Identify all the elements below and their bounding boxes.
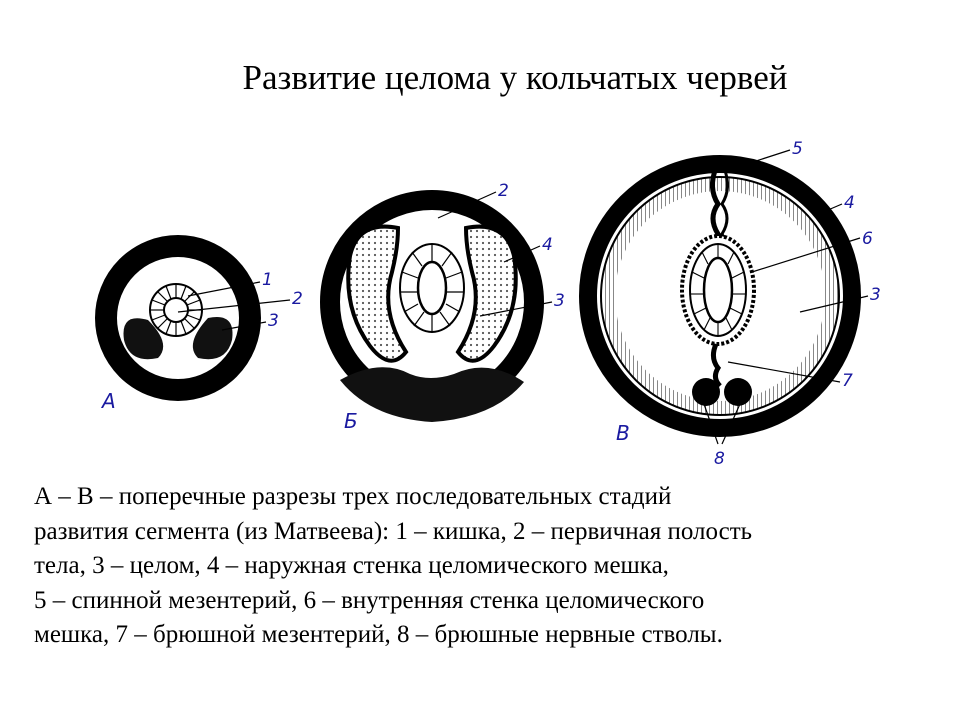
label-a-2: 2	[292, 289, 303, 309]
stage-b-section	[330, 181, 565, 433]
label-v-7: 7	[842, 371, 853, 391]
figure-caption	[34, 480, 954, 653]
stage-a-section	[100, 246, 303, 413]
label-b-4: 4	[542, 235, 553, 255]
page-title: Развитие целома у кольчатых червей	[242, 58, 788, 97]
stage-letter-b: Б	[344, 409, 358, 433]
label-v-5: 5	[792, 139, 803, 159]
gut-cells	[682, 236, 754, 344]
label-b-2: 2	[498, 181, 509, 201]
label-v-3: 3	[870, 285, 881, 305]
caption-line: тела, 3 – целом, 4 – наружная стенка целомического мешка,	[34, 552, 669, 579]
label-v-4: 4	[844, 193, 855, 213]
caption-line: развития сегмента (из Матвеева): 1 – кишка, 2 – первичная полость	[34, 517, 753, 545]
label-a-3: 3	[268, 311, 279, 331]
label-v-6: 6	[862, 229, 873, 249]
stage-v-section	[588, 139, 881, 469]
caption-line: мешка, 7 – брюшной мезентерий, 8 – брюшные нервные стволы.	[34, 621, 723, 648]
caption-line: А – В – поперечные разрезы трех последовательных стадий	[34, 483, 672, 510]
label-v-8: 8	[714, 449, 725, 469]
stage-letter-a: А	[102, 389, 116, 413]
caption-line: 5 – спинной мезентерий, 6 – внутренняя стенка целомического	[34, 586, 705, 614]
label-b-3: 3	[554, 291, 565, 311]
stage-letter-v: В	[616, 421, 630, 445]
label-a-1: 1	[262, 270, 273, 290]
gut-cells	[400, 244, 464, 332]
